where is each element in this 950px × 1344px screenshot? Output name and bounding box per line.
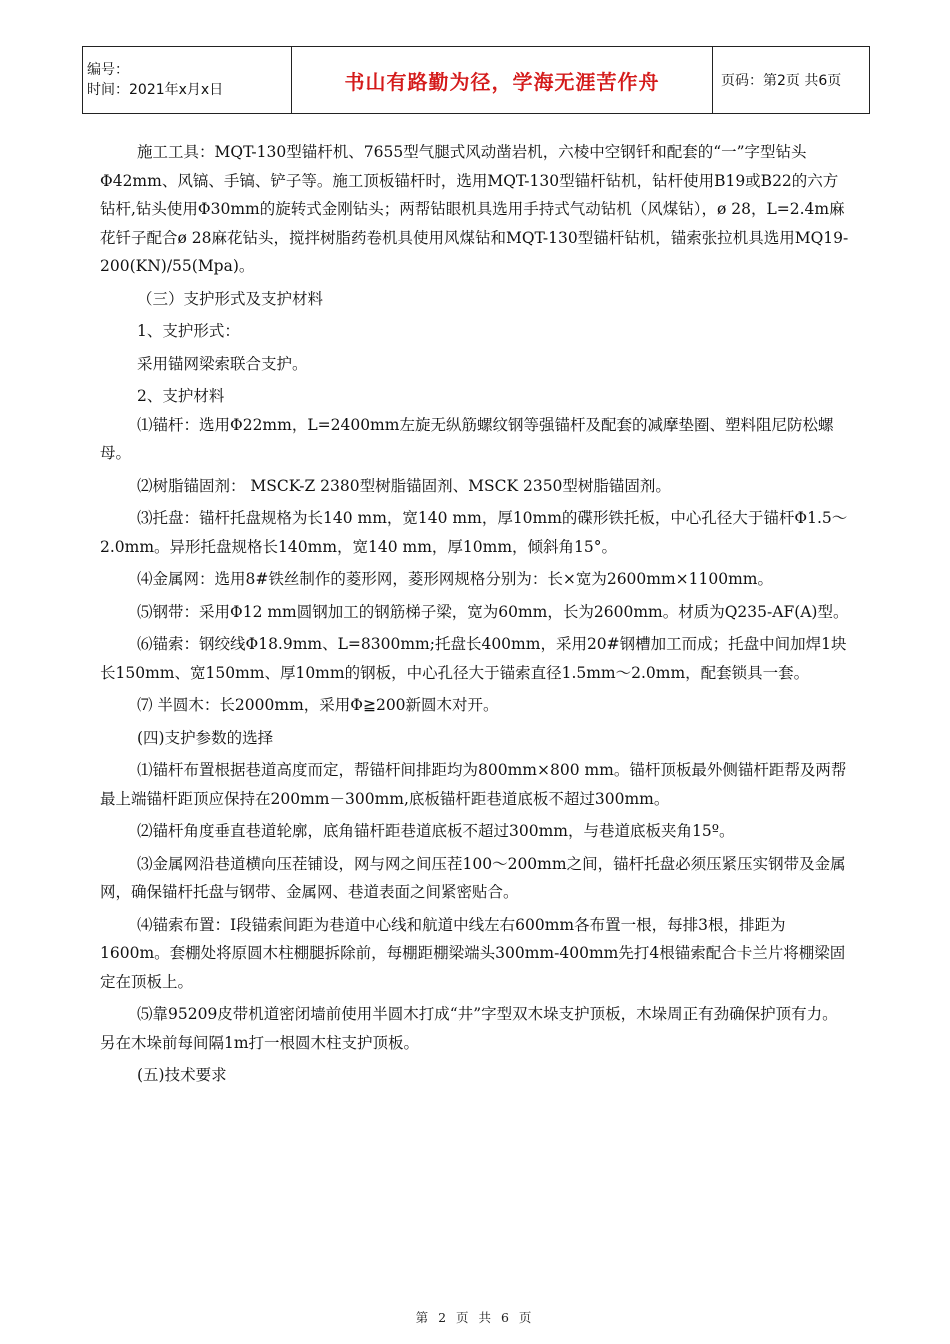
section-heading-5: (五)技术要求 <box>137 1066 227 1084</box>
paragraph-tools: 施工工具：MQT-130型锚杆机、7655型气腿式风动凿岩机，六棱中空钢钎和配套的“一”字型钻头Φ42mm、风镐、手镐、铲子等。施工顶板锚杆时，选用MQT-130型锚杆钻机，钻杆使用B19或B22的六方钻杆,钻头使用Φ30mm的旋转式金刚钻头；两帮钻眼机具选用手持式气动钻机（风煤钻），ø 28，L=2.4m麻花钎子配合ø 28麻花钻头，搅拌树脂药卷机具使用风煤钻和MQT-130型锚杆钻机，锚索张拉机具选用MQ19-200(KN)/55(Mpa)。 <box>100 143 849 275</box>
page-info: 页码：第2页 共6页 <box>713 47 870 114</box>
list-item-half-timber: ⑺ 半圆木：长2000mm，采用Φ≧200新圆木对开。 <box>137 696 499 714</box>
section-heading-3: （三）支护形式及支护材料 <box>137 289 324 308</box>
page-footer: 第 2 页 共 6 页 <box>415 1310 535 1325</box>
header-meta-cell <box>83 47 292 114</box>
subheading-support-form: 1、支护形式： <box>137 322 240 340</box>
param-bolt-layout: ⑴锚杆布置根据巷道高度而定，帮锚杆间排距均为800mm×800 mm。锚杆顶板最外侧锚杆距帮及两帮最上端锚杆距顶应保持在200mm－300mm,底板锚杆距巷道底板不超过300mm。 <box>100 761 847 808</box>
document-header <box>82 46 870 114</box>
time-label: 时间：2021年x月x日 <box>87 82 224 98</box>
list-item-steel-strip: ⑸钢带：采用Φ12 mm圆钢加工的钢筋梯子梁，宽为60mm，长为2600mm。材质为Q235-AF(A)型。 <box>137 602 849 621</box>
list-item-mesh: ⑷金属网：选用8#铁丝制作的菱形网，菱形网规格分别为：长×宽为2600mm×1100mm。 <box>137 570 774 588</box>
document-body <box>100 138 852 1090</box>
list-item-tray: ⑶托盘：锚杆托盘规格为长140 mm，宽140 mm，厚10mm的碟形铁托板，中心孔径大于锚杆Φ1.5～2.0mm。异形托盘规格长140mm，宽140 mm，厚10mm，倾斜角15°。 <box>100 509 848 556</box>
param-wood-crib: ⑸靠95209皮带机道密闭墙前使用半圆木打成“井”字型双木垛支护顶板，木垛周正有劲确保护顶有力。另在木垛前每间隔1m打一根圆木柱支护顶板。 <box>100 1005 838 1052</box>
subheading-support-material: 2、支护材料 <box>137 387 225 405</box>
section-heading-4: (四)支护参数的选择 <box>137 728 274 747</box>
number-label: 编号： <box>87 62 129 78</box>
param-mesh: ⑶金属网沿巷道横向压茬铺设，网与网之间压茬100～200mm之间，锚杆托盘必须压紧压实钢带及金属网，确保锚杆托盘与钢带、金属网、巷道表面之间紧密贴合。 <box>100 854 846 901</box>
list-item-bolt: ⑴锚杆：选用Φ22mm，L=2400mm左旋无纵筋螺纹钢等强锚杆及配套的减摩垫圈、塑料阻尼防松螺母。 <box>100 415 834 462</box>
motto: 书山有路勤为径，学海无涯苦作舟 <box>292 47 713 114</box>
param-cable-layout: ⑷锚索布置：Ⅰ段锚索间距为巷道中心线和航道中线左右600mm各布置一根，每排3根，排距为1600m。套棚处将原圆木柱棚腿拆除前，每棚距棚梁端头300mm-400mm先打4根锚索配合卡兰片将棚梁固定在顶板上。 <box>100 915 846 991</box>
list-item-resin: ⑵树脂锚固剂： MSCK-Z 2380型树脂锚固剂、MSCK 2350型树脂锚固剂。 <box>137 476 671 495</box>
param-bolt-angle: ⑵锚杆角度垂直巷道轮廓，底角锚杆距巷道底板不超过300mm，与巷道底板夹角15º。 <box>137 822 735 840</box>
list-item-cable: ⑹锚索：钢绞线Φ18.9mm、L=8300mm;托盘长400mm，采用20#钢槽加工而成；托盘中间加焊1块长150mm、宽150mm、厚10mm的钢板，中心孔径大于锚索直径1.5mm～2.0mm，配套锁具一套。 <box>100 635 847 682</box>
paragraph-support-form: 采用锚网梁索联合支护。 <box>137 354 308 373</box>
